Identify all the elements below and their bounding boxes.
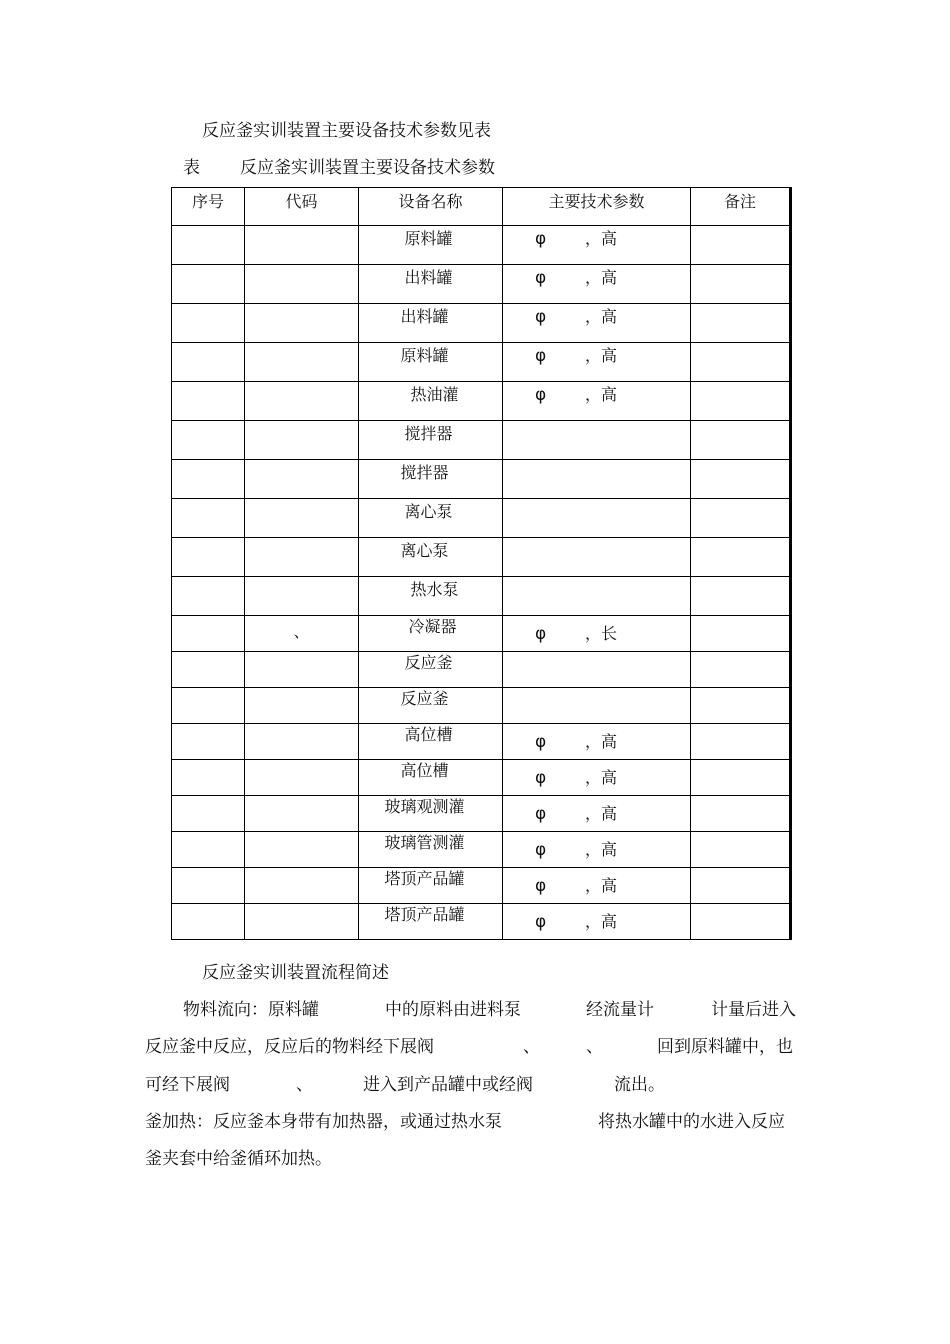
diameter-symbol: φ [535, 840, 547, 860]
process-line3-b: 、 [296, 1075, 313, 1095]
cell-remarks [691, 760, 791, 796]
code-text [245, 577, 358, 583]
equipment-name: 热水泵 [410, 580, 459, 599]
cell-equipment-name [359, 382, 503, 421]
process-line5: 釜夹套中给釜循环加热。 [145, 1149, 332, 1169]
cell-remarks [691, 265, 791, 304]
cell-remarks [691, 832, 791, 868]
code-text [245, 688, 358, 694]
cell-equipment-name [359, 226, 503, 265]
cell-equipment-name [359, 421, 503, 460]
cell-remarks [691, 724, 791, 760]
dimension-label: ，高 [585, 385, 618, 404]
table-caption-prefix: 表 [183, 158, 200, 178]
table-row [172, 538, 791, 577]
cell-code [245, 904, 359, 940]
table-row [172, 226, 791, 265]
diameter-symbol: φ [535, 624, 547, 644]
table-row [172, 652, 791, 688]
cell-index [172, 832, 245, 868]
cell-technical-params [503, 832, 691, 868]
dimension-label: ，高 [585, 876, 618, 895]
cell-index [172, 760, 245, 796]
cell-index [172, 343, 245, 382]
cell-index [172, 616, 245, 652]
equipment-name: 搅拌器 [400, 463, 449, 482]
header-remarks: 备注 [691, 188, 791, 226]
cell-equipment-name [359, 304, 503, 343]
code-text [245, 499, 358, 505]
cell-equipment-name [359, 724, 503, 760]
code-text [245, 226, 358, 232]
cell-technical-params [503, 226, 691, 265]
dimension-label: ，高 [585, 268, 618, 287]
cell-equipment-name [359, 538, 503, 577]
diameter-symbol: φ [535, 307, 547, 327]
cell-equipment-name [359, 760, 503, 796]
code-text [245, 796, 358, 802]
cell-code [245, 577, 359, 616]
equipment-name: 离心泵 [404, 502, 453, 521]
process-line1-d: 计量后进入 [711, 1000, 796, 1020]
diameter-symbol: φ [535, 732, 547, 752]
dimension-label: ，高 [585, 307, 618, 326]
cell-technical-params [503, 499, 691, 538]
cell-index [172, 904, 245, 940]
cell-code [245, 538, 359, 577]
equipment-name: 玻璃管测灌 [384, 833, 465, 852]
process-line1-c: 经流量计 [586, 1000, 654, 1020]
cell-technical-params [503, 868, 691, 904]
equipment-name: 高位槽 [404, 725, 453, 744]
cell-index [172, 460, 245, 499]
equipment-name: 出料罐 [400, 307, 449, 326]
cell-technical-params [503, 304, 691, 343]
cell-code [245, 226, 359, 265]
equipment-name: 反应釜 [404, 653, 453, 672]
table-row [172, 265, 791, 304]
cell-equipment-name [359, 652, 503, 688]
process-line4-b: 将热水罐中的水进入反应 [598, 1112, 785, 1132]
cell-index [172, 577, 245, 616]
code-text [245, 421, 358, 427]
header-technical-params: 主要技术参数 [503, 188, 691, 226]
cell-index [172, 652, 245, 688]
cell-index [172, 382, 245, 421]
table-row [172, 832, 791, 868]
cell-technical-params [503, 760, 691, 796]
header-index: 序号 [172, 188, 245, 226]
cell-index [172, 868, 245, 904]
table-row [172, 796, 791, 832]
code-text [245, 832, 358, 838]
code-text [245, 265, 358, 271]
cell-technical-params [503, 904, 691, 940]
cell-technical-params [503, 460, 691, 499]
equipment-name: 塔顶产品罐 [384, 869, 465, 888]
cell-index [172, 796, 245, 832]
cell-technical-params [503, 382, 691, 421]
equipment-name: 热油灌 [410, 385, 459, 404]
code-text [245, 652, 358, 658]
table-row [172, 577, 791, 616]
cell-technical-params [503, 652, 691, 688]
cell-index [172, 499, 245, 538]
cell-code [245, 868, 359, 904]
cell-technical-params [503, 265, 691, 304]
process-line3-a: 可经下展阀 [145, 1075, 230, 1095]
table-caption-title: 反应釜实训装置主要设备技术参数 [240, 158, 495, 178]
cell-technical-params [503, 616, 691, 652]
process-line2-b: 、 [523, 1037, 540, 1057]
diameter-symbol: φ [535, 804, 547, 824]
code-text [245, 460, 358, 466]
cell-index [172, 688, 245, 724]
process-line3-c: 进入到产品罐中或经阀 [363, 1075, 533, 1095]
intro-line: 反应釜实训装置主要设备技术参数见表 [202, 121, 491, 141]
cell-code [245, 616, 359, 652]
header-equipment-name: 设备名称 [359, 188, 503, 226]
dimension-label: ，高 [585, 912, 618, 931]
cell-equipment-name [359, 343, 503, 382]
code-text [245, 760, 358, 766]
code-text [245, 904, 358, 910]
process-line2-c: 、 [586, 1037, 603, 1057]
table-row [172, 904, 791, 940]
diameter-symbol: φ [535, 346, 547, 366]
diameter-symbol: φ [535, 268, 547, 288]
table-header-row [172, 188, 791, 226]
cell-technical-params [503, 577, 691, 616]
process-line1-b: 中的原料由进料泵 [385, 1000, 521, 1020]
cell-technical-params [503, 421, 691, 460]
cell-index [172, 421, 245, 460]
code-text [245, 724, 358, 730]
cell-technical-params [503, 724, 691, 760]
cell-remarks [691, 904, 791, 940]
table-row [172, 868, 791, 904]
cell-technical-params [503, 538, 691, 577]
cell-code [245, 265, 359, 304]
cell-index [172, 226, 245, 265]
cell-equipment-name [359, 577, 503, 616]
cell-remarks [691, 652, 791, 688]
cell-remarks [691, 343, 791, 382]
cell-code [245, 343, 359, 382]
process-heading: 反应釜实训装置流程简述 [202, 963, 389, 983]
cell-remarks [691, 796, 791, 832]
equipment-name: 冷凝器 [408, 617, 457, 636]
process-line2-d: 回到原料罐中，也 [657, 1037, 793, 1057]
cell-remarks [691, 616, 791, 652]
dimension-label: ，高 [585, 804, 618, 823]
cell-code [245, 382, 359, 421]
dimension-label: ，高 [585, 732, 618, 751]
cell-remarks [691, 688, 791, 724]
cell-code [245, 421, 359, 460]
dimension-label: ，高 [585, 229, 618, 248]
table-row [172, 616, 791, 652]
cell-equipment-name [359, 499, 503, 538]
cell-remarks [691, 460, 791, 499]
cell-remarks [691, 499, 791, 538]
cell-remarks [691, 538, 791, 577]
cell-index [172, 724, 245, 760]
equipment-name: 原料罐 [400, 346, 449, 365]
equipment-name: 塔顶产品罐 [384, 905, 465, 924]
cell-index [172, 265, 245, 304]
cell-code [245, 688, 359, 724]
code-text: 、 [293, 622, 310, 641]
process-line3-d: 流出。 [614, 1075, 665, 1095]
cell-code [245, 499, 359, 538]
table-row [172, 688, 791, 724]
cell-technical-params [503, 688, 691, 724]
cell-technical-params [503, 796, 691, 832]
equipment-name: 反应釜 [400, 689, 449, 708]
cell-code [245, 460, 359, 499]
code-text [245, 343, 358, 349]
table-row [172, 499, 791, 538]
cell-remarks [691, 577, 791, 616]
table-row [172, 421, 791, 460]
dimension-label: ，长 [585, 624, 618, 643]
cell-remarks [691, 421, 791, 460]
cell-equipment-name [359, 796, 503, 832]
table-row [172, 304, 791, 343]
cell-code [245, 652, 359, 688]
table-row [172, 724, 791, 760]
diameter-symbol: φ [535, 229, 547, 249]
code-text [245, 868, 358, 874]
cell-index [172, 538, 245, 577]
dimension-label: ，高 [585, 346, 618, 365]
process-line2-a: 反应釜中反应，反应后的物料经下展阀 [145, 1037, 434, 1057]
code-text [245, 382, 358, 388]
cell-code [245, 304, 359, 343]
cell-technical-params [503, 343, 691, 382]
equipment-parameter-table [171, 187, 792, 940]
diameter-symbol: φ [535, 385, 547, 405]
cell-remarks [691, 226, 791, 265]
cell-equipment-name [359, 460, 503, 499]
table-row [172, 343, 791, 382]
table-row [172, 760, 791, 796]
code-text [245, 538, 358, 544]
cell-equipment-name [359, 265, 503, 304]
code-text [245, 304, 358, 310]
cell-code [245, 832, 359, 868]
diameter-symbol: φ [535, 912, 547, 932]
cell-equipment-name [359, 616, 503, 652]
equipment-name: 玻璃观测灌 [384, 797, 465, 816]
equipment-name: 搅拌器 [404, 424, 453, 443]
cell-equipment-name [359, 904, 503, 940]
process-line4-a: 釜加热：反应釜本身带有加热器，或通过热水泵 [145, 1112, 502, 1132]
equipment-name: 高位槽 [400, 761, 449, 780]
dimension-label: ，高 [585, 768, 618, 787]
diameter-symbol: φ [535, 768, 547, 788]
table-row [172, 460, 791, 499]
cell-equipment-name [359, 868, 503, 904]
header-code: 代码 [245, 188, 359, 226]
equipment-name: 原料罐 [404, 229, 453, 248]
equipment-name: 出料罐 [404, 268, 453, 287]
cell-code [245, 724, 359, 760]
equipment-name: 离心泵 [400, 541, 449, 560]
table-row [172, 382, 791, 421]
cell-code [245, 796, 359, 832]
cell-equipment-name [359, 688, 503, 724]
cell-remarks [691, 868, 791, 904]
process-line1-a: 物料流向：原料罐 [183, 1000, 319, 1020]
cell-remarks [691, 382, 791, 421]
cell-equipment-name [359, 832, 503, 868]
diameter-symbol: φ [535, 876, 547, 896]
dimension-label: ，高 [585, 840, 618, 859]
cell-index [172, 304, 245, 343]
cell-code [245, 760, 359, 796]
cell-remarks [691, 304, 791, 343]
